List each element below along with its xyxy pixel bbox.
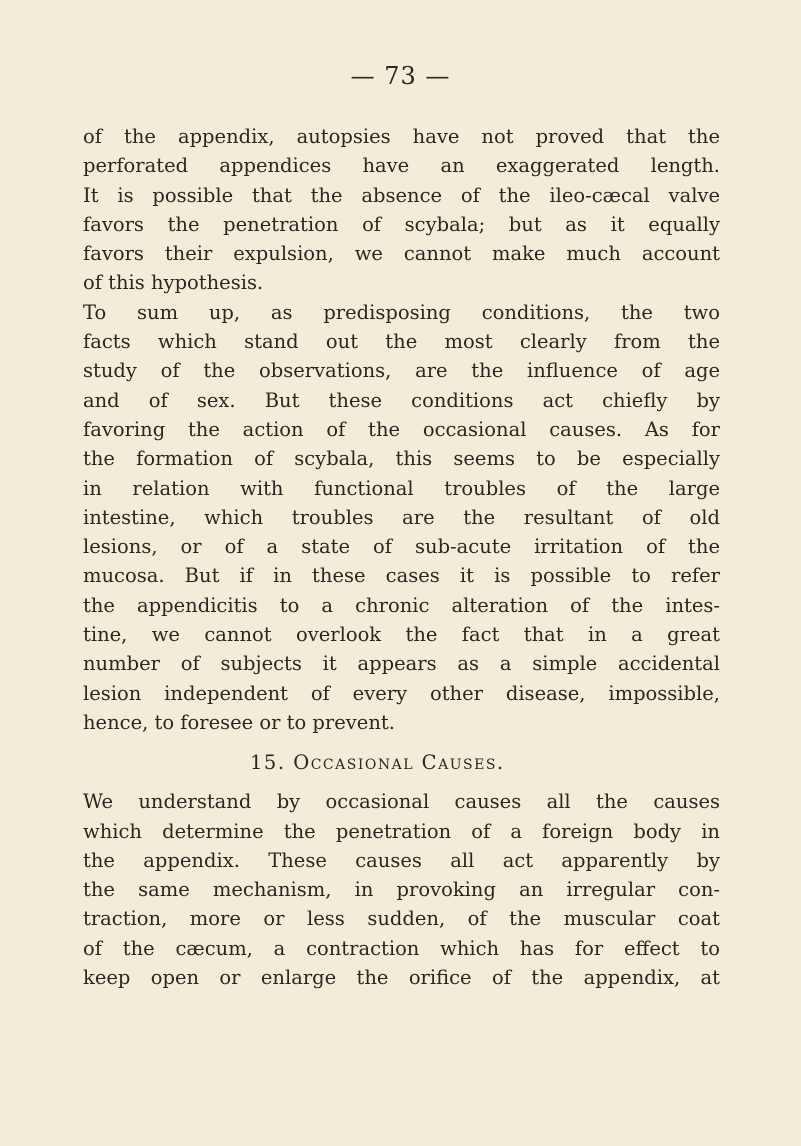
text-line: tine, we cannot overlook the fact that in a great — [83, 623, 720, 647]
text-line: the appendicitis to a chronic alteration of the intes- — [83, 593, 720, 617]
text-line: of this hypothesis. — [83, 271, 264, 295]
text-line: and of sex. But these conditions act chiefly by — [83, 388, 720, 412]
text-line: favors the penetration of scybala; but as it equally — [83, 212, 720, 236]
text-line: To sum up, as predisposing conditions, the two — [83, 300, 720, 324]
text-line: keep open or enlarge the orifice of the appendix, at — [83, 966, 720, 990]
text-line: the formation of scybala, this seems to be especially — [83, 447, 720, 471]
text-line: mucosa. But if in these cases it is possible to refer — [83, 564, 720, 588]
text-line: lesions, or of a state of sub-acute irritation of the — [83, 535, 720, 559]
text-line: We understand by occasional causes all the causes — [83, 790, 720, 814]
text-line: in relation with functional troubles of the large — [83, 476, 720, 500]
text-line: which determine the penetration of a foreign body in — [83, 819, 720, 843]
section-heading: 15. Occasional Causes. — [250, 751, 505, 775]
text-line: perforated appendices have an exaggerated length. — [83, 154, 720, 178]
text-line: number of subjects it appears as a simple accidental — [83, 652, 720, 676]
text-line: favoring the action of the occasional causes. As for — [83, 417, 720, 441]
text-line: It is possible that the absence of the ileo-cæcal valve — [83, 183, 720, 207]
text-line: of the cæcum, a contraction which has for effect to — [83, 936, 720, 960]
body-text — [83, 122, 720, 992]
text-line: intestine, which troubles are the resultant of old — [83, 505, 720, 529]
text-line: lesion independent of every other disease, impossible, — [83, 681, 720, 705]
text-line: hence, to foresee or to prevent. — [83, 710, 395, 734]
text-line: the appendix. These causes all act apparently by — [83, 848, 720, 872]
text-line: study of the observations, are the influence of age — [83, 359, 720, 383]
text-line: of the appendix, autopsies have not proved that the — [83, 125, 720, 148]
page-number: — 73 — — [350, 62, 451, 90]
text-line: favors their expulsion, we cannot make much account — [83, 242, 720, 266]
text-line: facts which stand out the most clearly from the — [83, 330, 720, 354]
text-line: traction, more or less sudden, of the muscular coat — [83, 907, 720, 931]
text-line: the same mechanism, in provoking an irregular con- — [83, 878, 720, 902]
